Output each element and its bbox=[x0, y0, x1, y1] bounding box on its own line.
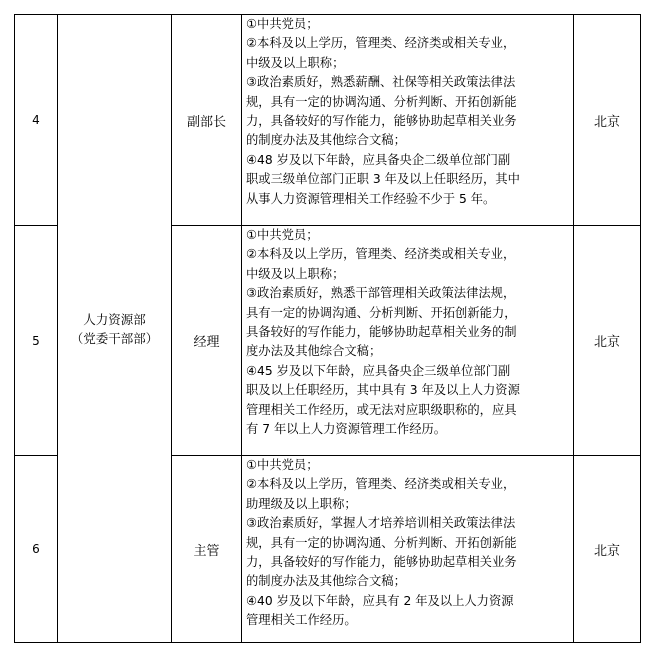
requirement-line: 职或三级单位部门正职 3 年及以上任职经历，其中 bbox=[246, 172, 520, 187]
requirement-line: ④45 岁及以下年龄，应具备央企三级单位部门副 bbox=[246, 363, 511, 378]
requirement-line: 规，具有一定的协调沟通、分析判断、开拓创新能 bbox=[246, 535, 517, 550]
requirements-list bbox=[242, 456, 573, 631]
requirement-line: 中级及以上职称； bbox=[246, 55, 345, 70]
requirements-cell bbox=[242, 456, 574, 643]
row-number: 4 bbox=[15, 15, 58, 226]
requirement-line: 从事人力资源管理相关工作经验不少于 5 年。 bbox=[246, 191, 496, 206]
work-location: 北京 bbox=[574, 15, 641, 226]
requirement-line: 职及以上任职经历，其中具有 3 年及以上人力资源 bbox=[246, 383, 520, 398]
requirements-cell bbox=[242, 15, 574, 226]
requirement-line: ③政治素质好，熟悉干部管理相关政策法律法规， bbox=[246, 286, 516, 301]
requirement-line: ④40 岁及以下年龄，应具有 2 年及以上人力资源 bbox=[246, 593, 514, 608]
position-title: 副部长 bbox=[172, 15, 242, 226]
requirement-line: 的制度办法及其他综合文稿； bbox=[246, 574, 406, 589]
row-number: 5 bbox=[15, 226, 58, 456]
requirement-line: 具有一定的协调沟通、分析判断、开拓创新能力， bbox=[246, 305, 517, 320]
job-requirements-table bbox=[14, 14, 641, 643]
requirement-line: 度办法及其他综合文稿； bbox=[246, 344, 382, 359]
requirement-line: ①中共党员； bbox=[246, 228, 319, 242]
requirement-line: 中级及以上职称； bbox=[246, 266, 345, 281]
requirement-line: 有 7 年以上人力资源管理工作经历。 bbox=[246, 422, 447, 437]
row-number: 6 bbox=[15, 456, 58, 643]
requirement-line: 力，具备较好的写作能力，能够协助起草相关业务 bbox=[246, 114, 517, 129]
table-row bbox=[15, 15, 641, 226]
requirements-cell bbox=[242, 226, 574, 456]
requirements-list bbox=[242, 226, 573, 439]
requirement-line: ③政治素质好，掌握人才培养培训相关政策法律法 bbox=[246, 516, 516, 531]
requirement-line: 力，具备较好的写作能力，能够协助起草相关业务 bbox=[246, 555, 517, 570]
requirement-line: 的制度办法及其他综合文稿； bbox=[246, 133, 406, 148]
department-cell bbox=[58, 15, 172, 643]
department-subtitle: （党委干部部） bbox=[70, 330, 159, 346]
requirement-line: 具备较好的写作能力，能够协助起草相关业务的制 bbox=[246, 325, 517, 340]
work-location: 北京 bbox=[574, 456, 641, 643]
requirement-line: 助理级及以上职称； bbox=[246, 496, 357, 511]
requirement-line: ②本科及以上学历，管理类、经济类或相关专业， bbox=[246, 247, 516, 262]
position-title: 主管 bbox=[172, 456, 242, 643]
requirement-line: 管理相关工作经历。 bbox=[246, 613, 357, 628]
position-title: 经理 bbox=[172, 226, 242, 456]
requirement-line: ①中共党员； bbox=[246, 17, 319, 31]
requirements-list bbox=[242, 15, 573, 209]
requirement-line: ④48 岁及以下年龄，应具备央企二级单位部门副 bbox=[246, 152, 511, 167]
requirement-line: ①中共党员； bbox=[246, 458, 319, 472]
requirement-line: ②本科及以上学历，管理类、经济类或相关专业， bbox=[246, 477, 516, 492]
requirement-line: 规，具有一定的协调沟通、分析判断、开拓创新能 bbox=[246, 94, 517, 109]
requirement-line: 管理相关工作经历，或无法对应职级职称的，应具 bbox=[246, 402, 517, 417]
work-location: 北京 bbox=[574, 226, 641, 456]
department-name: 人力资源部 bbox=[83, 311, 146, 327]
requirement-line: ②本科及以上学历，管理类、经济类或相关专业， bbox=[246, 36, 516, 51]
requirement-line: ③政治素质好，熟悉薪酬、社保等相关政策法律法 bbox=[246, 75, 516, 90]
